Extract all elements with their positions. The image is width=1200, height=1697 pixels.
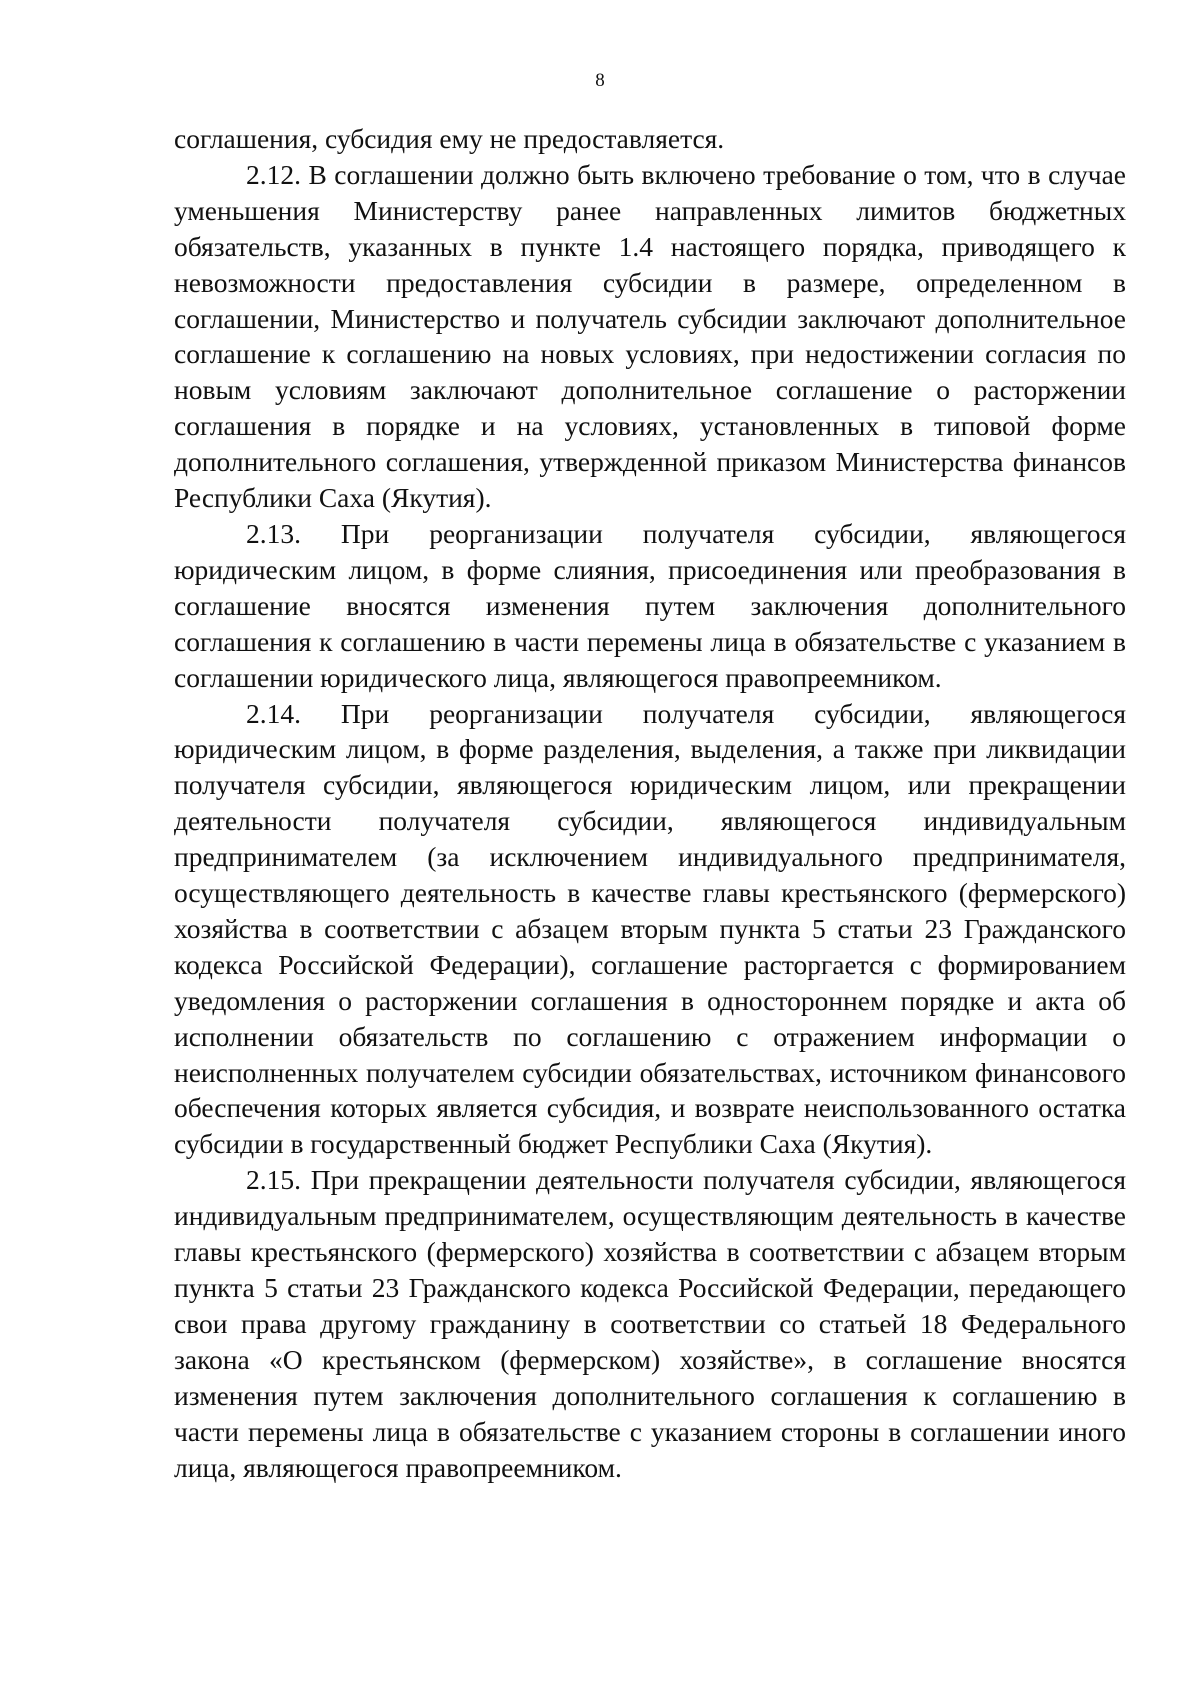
clause-2-13: 2.13. При реорганизации получателя субсидии, являющегося юридическим лицом, в форме слияния, присоединения или преобразования в соглашение вносятся изменения путем заключения дополнительного соглашения к соглашению в части перемены лица в обязательстве с указанием в соглашении юридического лица, являющегося правопреемником. (174, 517, 1126, 693)
clause-2-15: 2.15. При прекращении деятельности получателя субсидии, являющегося индивидуальным предпринимателем, осуществляющим деятельность в качестве главы крестьянского (фермерского) хозяйства в соответствии с абзацем вторым пункта 5 статьи 23 Гражданского кодекса Российской Федерации, передающего свои права другому гражданину в соответствии со статьей 18 Федерального закона «О крестьянском (фермерском) хозяйстве», в соглашение вносятся изменения путем заключения дополнительного соглашения к соглашению в части перемены лица в обязательстве с указанием стороны в соглашении иного лица, являющегося правопреемником. (174, 1164, 1126, 1483)
paragraph-continuation: соглашения, субсидия ему не предоставляется. (174, 123, 725, 154)
page-number: 8 (595, 70, 605, 91)
clause-2-12: 2.12. В соглашении должно быть включено требование о том, что в случае уменьшения Министерству ранее направленных лимитов бюджетных обязательств, указанных в пункте 1.4 настоящего порядка, приводящего к невозможности предоставления субсидии в размере, определенном в соглашении, Министерство и получатель субсидии заключают дополнительное соглашение к соглашению на новых условиях, при недостижении согласия по новым условиям заключают дополнительное соглашение о расторжении соглашения в порядке и на условиях, установленных в типовой форме дополнительного соглашения, утвержденной приказом Министерства финансов Республики Саха (Якутия). (174, 158, 1126, 514)
document-body (174, 121, 1126, 1485)
clause-2-14: 2.14. При реорганизации получателя субсидии, являющегося юридическим лицом, в форме разделения, выделения, а также при ликвидации получателя субсидии, являющегося юридическим лицом, или прекращении деятельности получателя субсидии, являющегося индивидуальным предпринимателем (за исключением индивидуального предпринимателя, осуществляющего деятельность в качестве главы крестьянского (фермерского) хозяйства в соответствии с абзацем вторым пункта 5 статьи 23 Гражданского кодекса Российской Федерации), соглашение расторгается с формированием уведомления о расторжении соглашения в одностороннем порядке и акта об исполнении обязательств по соглашению с отражением информации о неисполненных получателем субсидии обязательствах, источником финансового обеспечения которых является субсидия, и возврате неиспользованного остатка субсидии в государственный бюджет Республики Саха (Якутия). (174, 697, 1126, 1160)
